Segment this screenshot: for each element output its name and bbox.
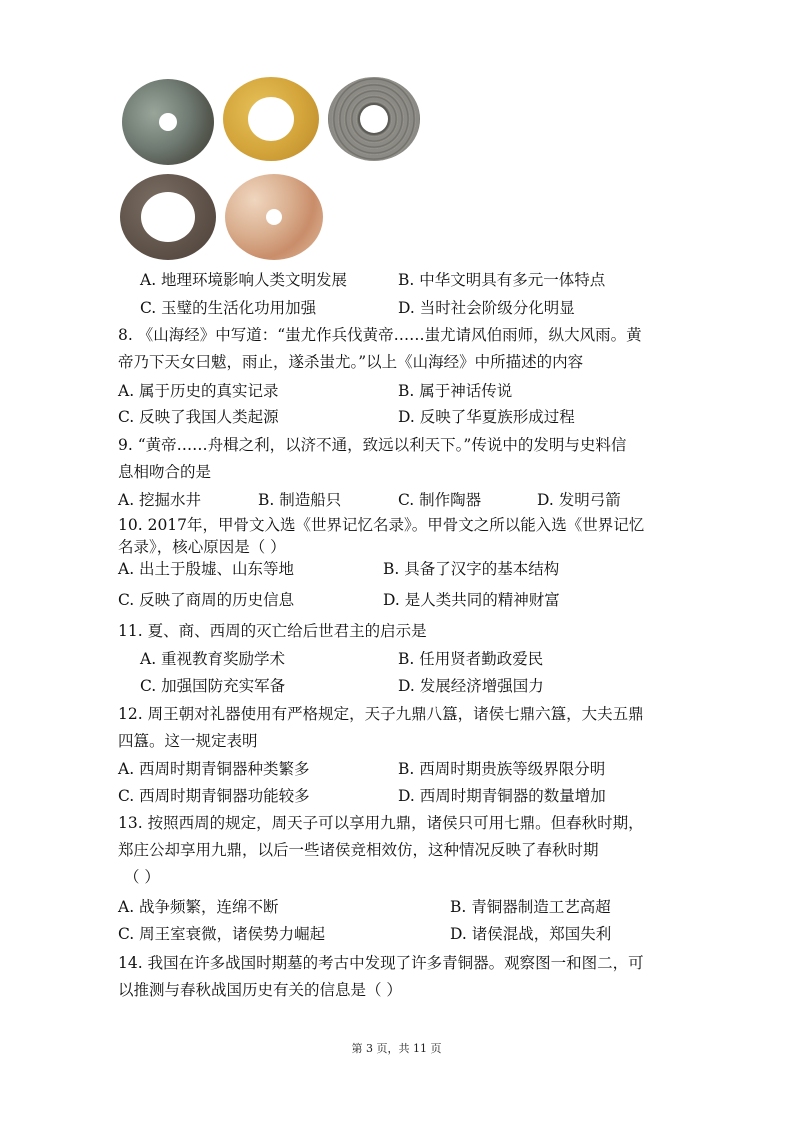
jade-bi-image-4: [120, 174, 216, 260]
jade-bi-image-3: [328, 77, 420, 161]
q13-stem-line3: （ ）: [124, 868, 160, 886]
q13-stem-line2: 郑庄公却享用九鼎，以后一些诸侯竞相效仿，这种情况反映了春秋时期: [118, 841, 599, 859]
jade-bi-image-2: [223, 77, 319, 161]
q13-option-b: B. 青铜器制造工艺高超: [450, 898, 611, 916]
page-footer: 第 3 页，共 11 页: [351, 1042, 442, 1055]
q8-option-c: C. 反映了我国人类起源: [118, 408, 279, 426]
q9-option-a: A. 挖掘水井: [118, 491, 202, 509]
q10-option-c: C. 反映了商周的历史信息: [118, 591, 295, 609]
q12-option-c: C. 西周时期青铜器功能较多: [118, 787, 310, 805]
q13-option-a: A. 战争频繁，连绵不断: [118, 898, 279, 916]
q12-option-a: A. 西周时期青铜器种类繁多: [118, 760, 310, 778]
q11-option-b: B. 任用贤者勤政爱民: [398, 650, 544, 668]
q12-stem-line2: 四簋。这一规定表明: [118, 732, 258, 750]
q8-option-d: D. 反映了华夏族形成过程: [398, 408, 575, 426]
q13-option-c: C. 周王室衰微，诸侯势力崛起: [118, 925, 326, 943]
q12-option-b: B. 西周时期贵族等级界限分明: [398, 760, 606, 778]
jade-bi-image-5: [225, 174, 323, 260]
q11-option-a: A. 重视教育奖励学术: [140, 650, 286, 668]
jade-bi-image-1: [122, 79, 214, 165]
q7-option-a: A. 地理环境影响人类文明发展: [140, 271, 348, 289]
q8-option-a: A. 属于历史的真实记录: [118, 382, 279, 400]
q11-stem-line1: 11. 夏、商、西周的灭亡给后世君主的启示是: [118, 622, 427, 640]
q10-option-a: A. 出土于殷墟、山东等地: [118, 560, 295, 578]
q7-option-b: B. 中华文明具有多元一体特点: [398, 271, 606, 289]
q11-option-d: D. 发展经济增强国力: [398, 677, 544, 695]
q14-stem-line1: 14. 我国在许多战国时期墓的考古中发现了许多青铜器。观察图一和图二，可: [118, 954, 644, 972]
q12-stem-line1: 12. 周王朝对礼器使用有严格规定，天子九鼎八簋，诸侯七鼎六簋，大夫五鼎: [118, 705, 644, 723]
q12-option-d: D. 西周时期青铜器的数量增加: [398, 787, 606, 805]
q10-stem-line1: 10. 2017年，甲骨文入选《世界记忆名录》。甲骨文之所以能入选《世界记忆: [118, 516, 645, 534]
q7-option-c: C. 玉璧的生活化功用加强: [140, 299, 317, 317]
q9-option-d: D. 发明弓箭: [537, 491, 621, 509]
q10-option-b: B. 具备了汉字的基本结构: [383, 560, 560, 578]
q11-option-c: C. 加强国防充实军备: [140, 677, 286, 695]
q8-option-b: B. 属于神话传说: [398, 382, 513, 400]
q10-option-d: D. 是人类共同的精神财富: [383, 591, 560, 609]
q9-stem-line2: 息相吻合的是: [118, 463, 212, 481]
q8-stem-line2: 帝乃下天女曰魃，雨止，遂杀蚩尤。”以上《山海经》中所描述的内容: [118, 353, 584, 371]
q9-stem-line1: 9. “黄帝……舟楫之利，以济不通，致远以利天下。”传说中的发明与史料信: [118, 436, 627, 454]
q9-option-b: B. 制造船只: [258, 491, 342, 509]
q7-option-d: D. 当时社会阶级分化明显: [398, 299, 575, 317]
q9-option-c: C. 制作陶器: [398, 491, 482, 509]
q13-stem-line1: 13. 按照西周的规定，周天子可以享用九鼎，诸侯只可用七鼎。但春秋时期，: [118, 814, 644, 832]
q8-stem-line1: 8. 《山海经》中写道：“蚩尤作兵伐黄帝……蚩尤请风伯雨师，纵大风雨。黄: [118, 326, 642, 344]
q10-stem-line2: 名录》，核心原因是（ ）: [118, 538, 286, 556]
q14-stem-line2: 以推测与春秋战国历史有关的信息是（ ）: [118, 981, 402, 999]
q13-option-d: D. 诸侯混战，郑国失利: [450, 925, 612, 943]
